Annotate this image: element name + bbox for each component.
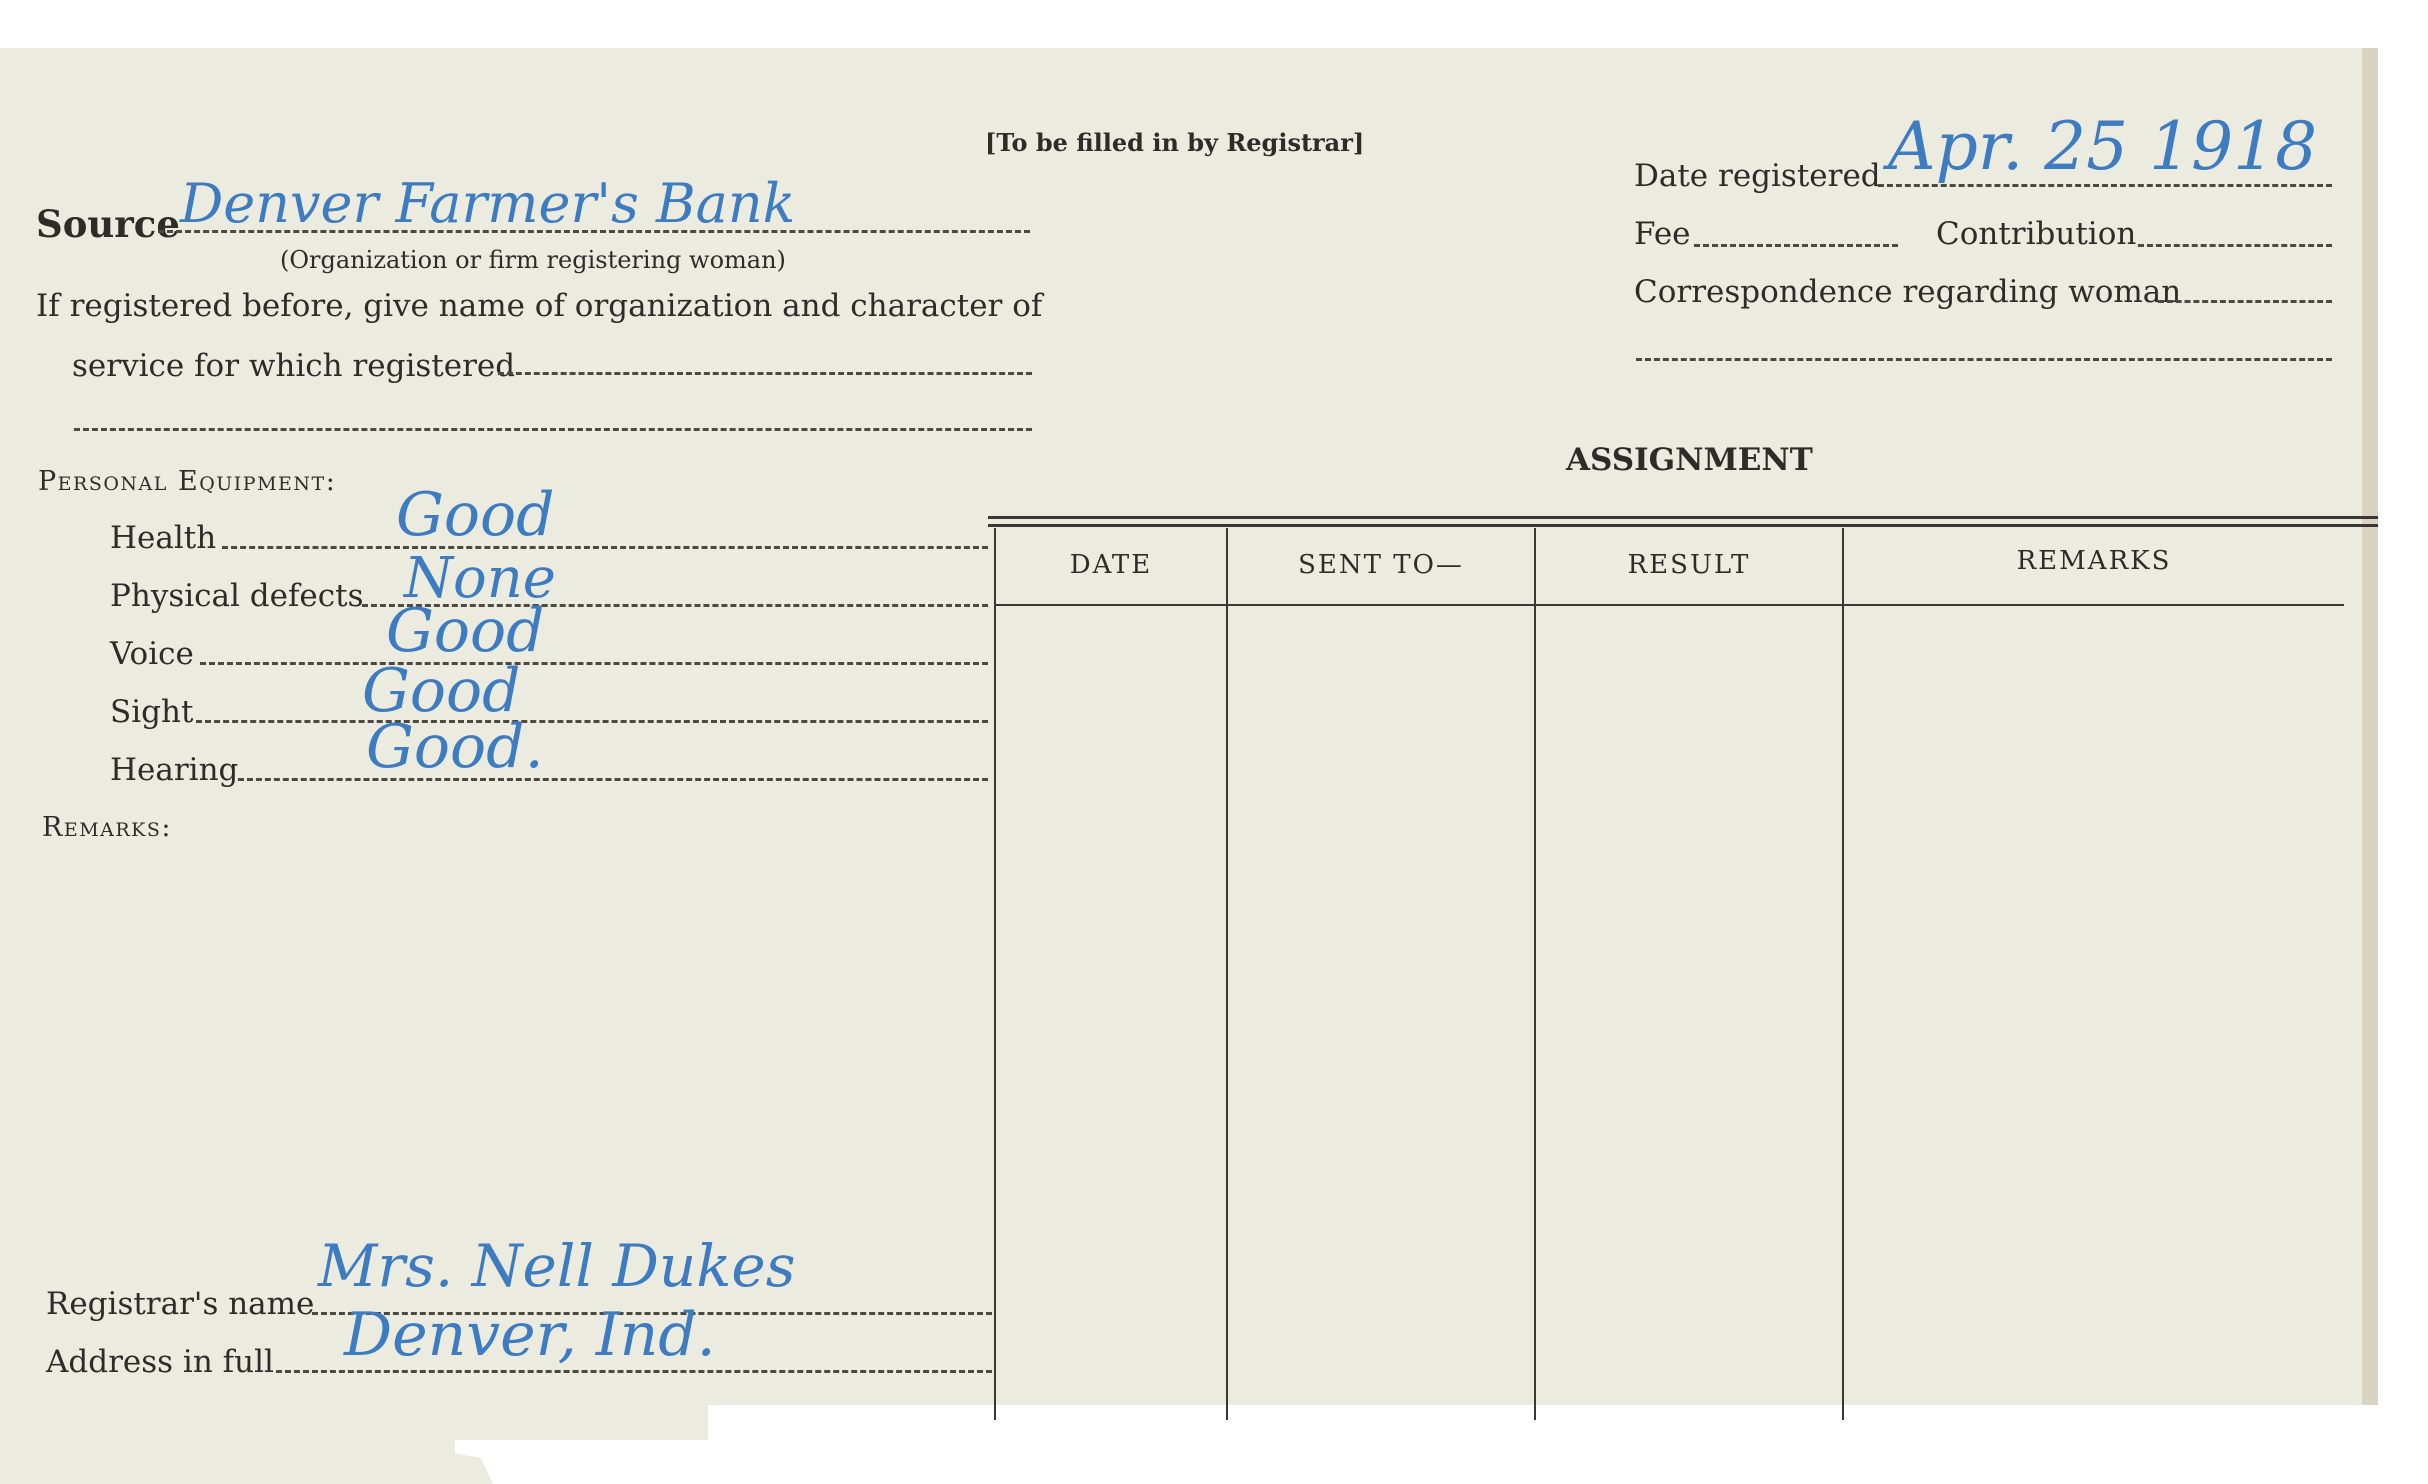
hearing-line <box>238 778 988 781</box>
assignment-title: ASSIGNMENT <box>1566 442 1813 478</box>
physical-defects-value: None <box>404 546 556 611</box>
sight-line <box>196 720 988 723</box>
fee-label: Fee <box>1634 216 1691 252</box>
assignment-header-rule <box>994 604 2344 606</box>
date-registered-value: Apr. 25 1918 <box>1888 108 2318 185</box>
column-divider-2 <box>1534 528 1536 1420</box>
registrar-name-label: Registrar's name <box>46 1286 315 1322</box>
card-edge <box>2362 48 2378 1428</box>
column-header-result: RESULT <box>1627 550 1751 580</box>
health-value: Good <box>396 480 555 550</box>
address-line <box>276 1370 992 1373</box>
physical-defects-label: Physical defects <box>110 578 364 614</box>
column-header-remarks: REMARKS <box>2016 546 2172 576</box>
address-label: Address in full <box>46 1344 274 1380</box>
service-registered-line-2 <box>74 428 1032 431</box>
address-value: Denver, Ind. <box>344 1300 716 1370</box>
registered-before-text: If registered before, give name of organization and character of <box>36 288 1043 324</box>
assignment-top-rule-2 <box>988 524 2378 527</box>
service-registered-label: service for which registered <box>72 348 516 384</box>
personal-equipment-label: Personal Equipment: <box>38 466 337 497</box>
correspondence-line <box>2158 300 2332 303</box>
correspondence-label: Correspondence regarding woman <box>1634 274 2182 310</box>
contribution-label: Contribution <box>1936 216 2137 252</box>
column-divider-3 <box>1842 528 1844 1420</box>
source-value: Denver Farmer's Bank <box>180 172 796 235</box>
source-label: Source <box>36 202 180 246</box>
column-divider-1 <box>1226 528 1228 1420</box>
column-header-sent-to: SENT TO— <box>1298 550 1464 580</box>
voice-line <box>200 662 988 665</box>
sight-value: Good <box>362 656 521 726</box>
source-caption: (Organization or firm registering woman) <box>280 246 786 274</box>
registrar-note: [To be filled in by Registrar] <box>985 128 1365 157</box>
torn-notch <box>455 1440 710 1484</box>
fee-line <box>1694 244 1898 247</box>
contribution-line <box>2138 244 2332 247</box>
sight-label: Sight <box>110 694 194 730</box>
column-header-date: DATE <box>1069 550 1153 580</box>
card-bottom-cutout <box>708 1405 2428 1484</box>
date-registered-label: Date registered <box>1634 158 1881 194</box>
service-registered-line <box>498 372 1032 375</box>
hearing-label: Hearing <box>110 752 239 788</box>
health-line <box>222 546 988 549</box>
health-label: Health <box>110 520 217 556</box>
voice-value: Good <box>386 596 545 666</box>
correspondence-line-2 <box>1636 358 2332 361</box>
registrar-name-value: Mrs. Nell Dukes <box>318 1232 796 1300</box>
assignment-top-rule <box>988 516 2378 519</box>
hearing-value: Good. <box>366 712 544 782</box>
voice-label: Voice <box>110 636 194 672</box>
column-divider-0 <box>994 528 996 1420</box>
remarks-label: Remarks: <box>42 812 172 843</box>
